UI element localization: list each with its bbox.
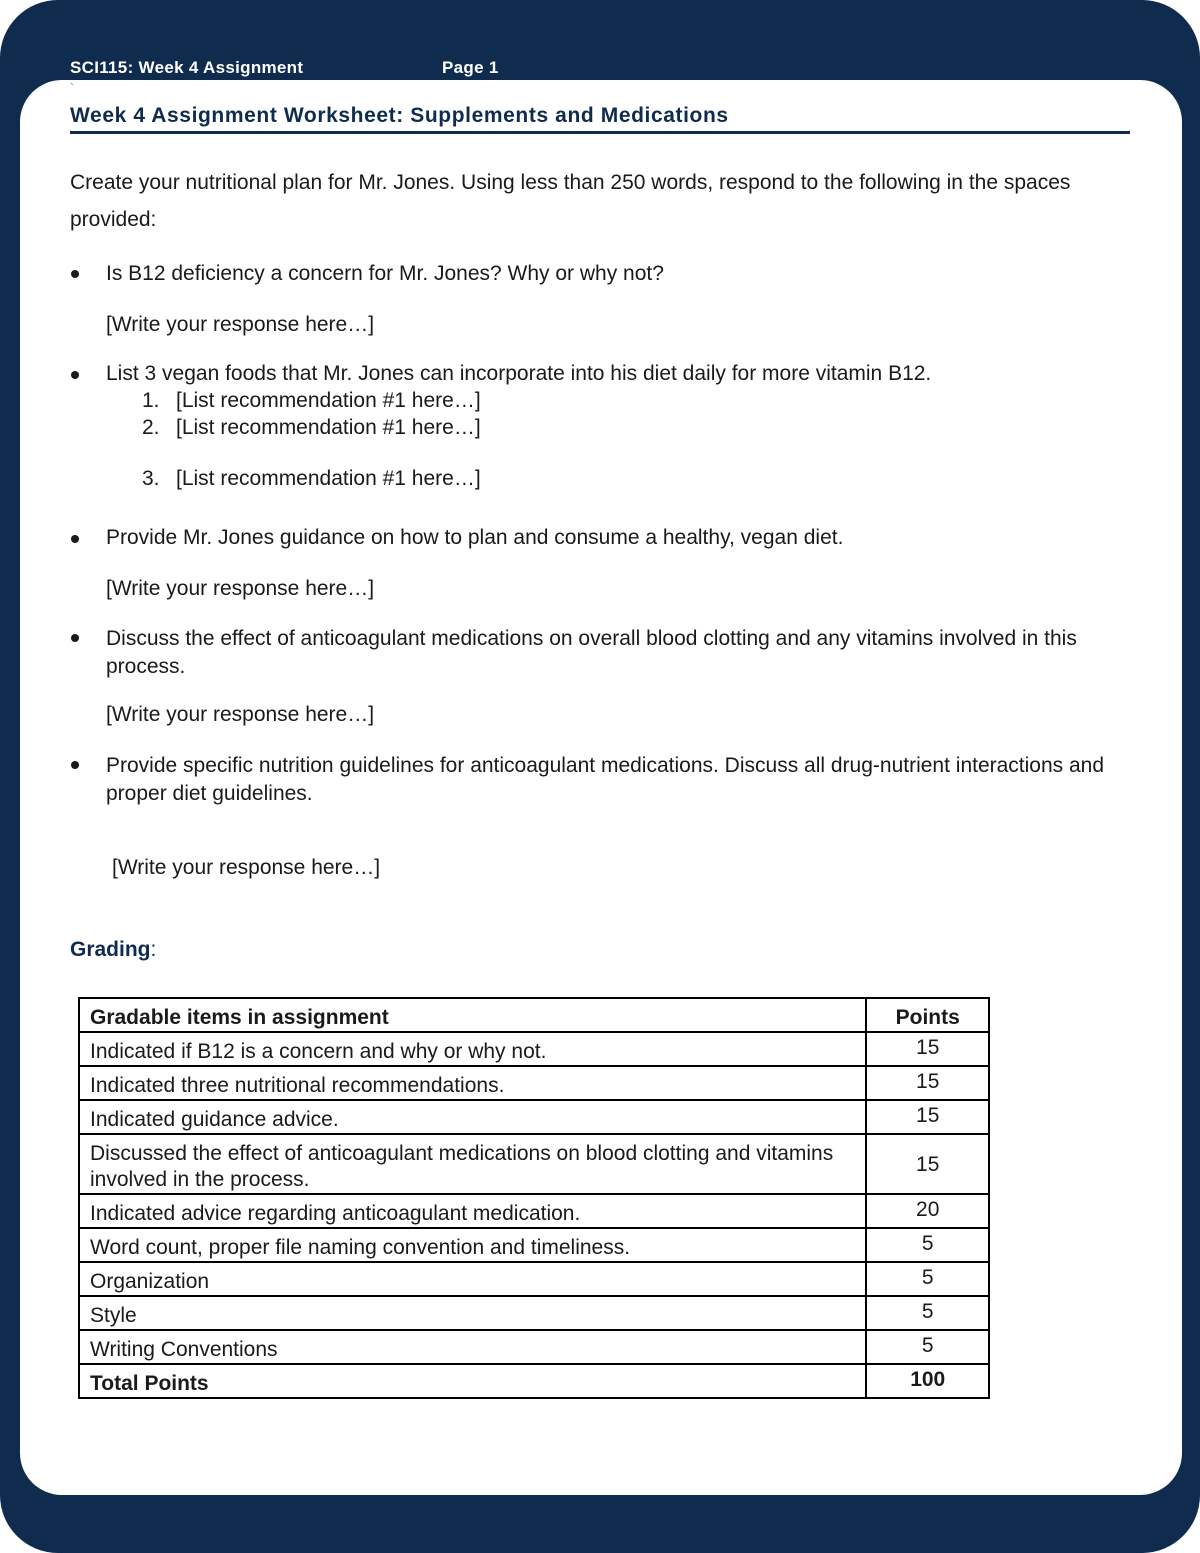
table-row: [79, 1066, 989, 1100]
page-title: Week 4 Assignment Worksheet: Supplements and Medications: [70, 104, 1130, 134]
row-item: Style: [79, 1296, 866, 1330]
row-item: Indicated advice regarding anticoagulant medication.: [79, 1194, 866, 1228]
bullet: [71, 371, 79, 379]
response-3[interactable]: [Write your response here…]: [106, 577, 375, 600]
row-points: 20: [866, 1194, 989, 1228]
row-points: 15: [866, 1100, 989, 1134]
row-points: 5: [866, 1330, 989, 1364]
row-points: 5: [866, 1228, 989, 1262]
recommendation-1[interactable]: [List recommendation #1 here…]: [176, 389, 481, 412]
column-header-item: Gradable items in assignment: [79, 998, 866, 1032]
table-row: [79, 1296, 989, 1330]
table-row: [79, 1100, 989, 1134]
row-points: 15: [866, 1066, 989, 1100]
header-page-number: Page 1: [442, 58, 499, 77]
total-points: 100: [866, 1364, 989, 1398]
question-5: Provide specific nutrition guidelines for anticoagulant medications. Discuss all drug-nutrient interactions and proper diet guidelines.: [106, 754, 1105, 805]
table-row: [79, 1134, 989, 1194]
total-row: [79, 1364, 989, 1398]
list-number-3: 3.: [142, 467, 160, 490]
row-points: 15: [866, 1032, 989, 1066]
grading-colon: :: [150, 938, 157, 961]
intro-paragraph: Create your nutritional plan for Mr. Jones. Using less than 250 words, respond to the following in the spaces provided:: [70, 171, 1071, 231]
table-header-row: [79, 998, 989, 1032]
response-5[interactable]: [Write your response here…]: [112, 856, 381, 879]
bullet: [71, 761, 79, 769]
stray-mark: `: [70, 81, 74, 95]
row-item: Writing Conventions: [79, 1330, 866, 1364]
row-points: 5: [866, 1296, 989, 1330]
bullet: [71, 270, 79, 278]
header-course: SCI115: Week 4 Assignment: [70, 58, 304, 77]
question-3: Provide Mr. Jones guidance on how to plan and consume a healthy, vegan diet.: [106, 526, 844, 549]
recommendation-3[interactable]: [List recommendation #1 here…]: [176, 467, 481, 490]
table-row: [79, 1228, 989, 1262]
grading-table: [78, 997, 990, 1399]
table-row: [79, 1330, 989, 1364]
row-item: Indicated if B12 is a concern and why or why not.: [79, 1032, 866, 1066]
bullet: [71, 535, 79, 543]
row-item: Indicated three nutritional recommendations.: [79, 1066, 866, 1100]
bullet: [71, 634, 79, 642]
recommendation-2[interactable]: [List recommendation #1 here…]: [176, 416, 481, 439]
row-item: Organization: [79, 1262, 866, 1296]
row-item: Discussed the effect of anticoagulant medications on blood clotting and vitamins involved in the process.: [79, 1134, 866, 1194]
question-2: List 3 vegan foods that Mr. Jones can incorporate into his diet daily for more vitamin B12.: [106, 362, 932, 385]
response-4[interactable]: [Write your response here…]: [106, 703, 375, 726]
row-points: 15: [866, 1134, 989, 1194]
column-header-points: Points: [866, 998, 989, 1032]
row-item: Word count, proper file naming convention and timeliness.: [79, 1228, 866, 1262]
table-row: [79, 1032, 989, 1066]
table-row: [79, 1194, 989, 1228]
row-item: Indicated guidance advice.: [79, 1100, 866, 1134]
question-4: Discuss the effect of anticoagulant medications on overall blood clotting and any vitamins involved in this process.: [106, 627, 1077, 678]
table-row: [79, 1262, 989, 1296]
total-label: Total Points: [79, 1364, 866, 1398]
question-1: Is B12 deficiency a concern for Mr. Jones? Why or why not?: [106, 262, 664, 285]
grading-heading: [70, 938, 156, 962]
response-1[interactable]: [Write your response here…]: [106, 313, 375, 336]
grading-label: Grading: [70, 938, 151, 961]
list-number-2: 2.: [142, 416, 160, 439]
list-number-1: 1.: [142, 389, 160, 412]
row-points: 5: [866, 1262, 989, 1296]
